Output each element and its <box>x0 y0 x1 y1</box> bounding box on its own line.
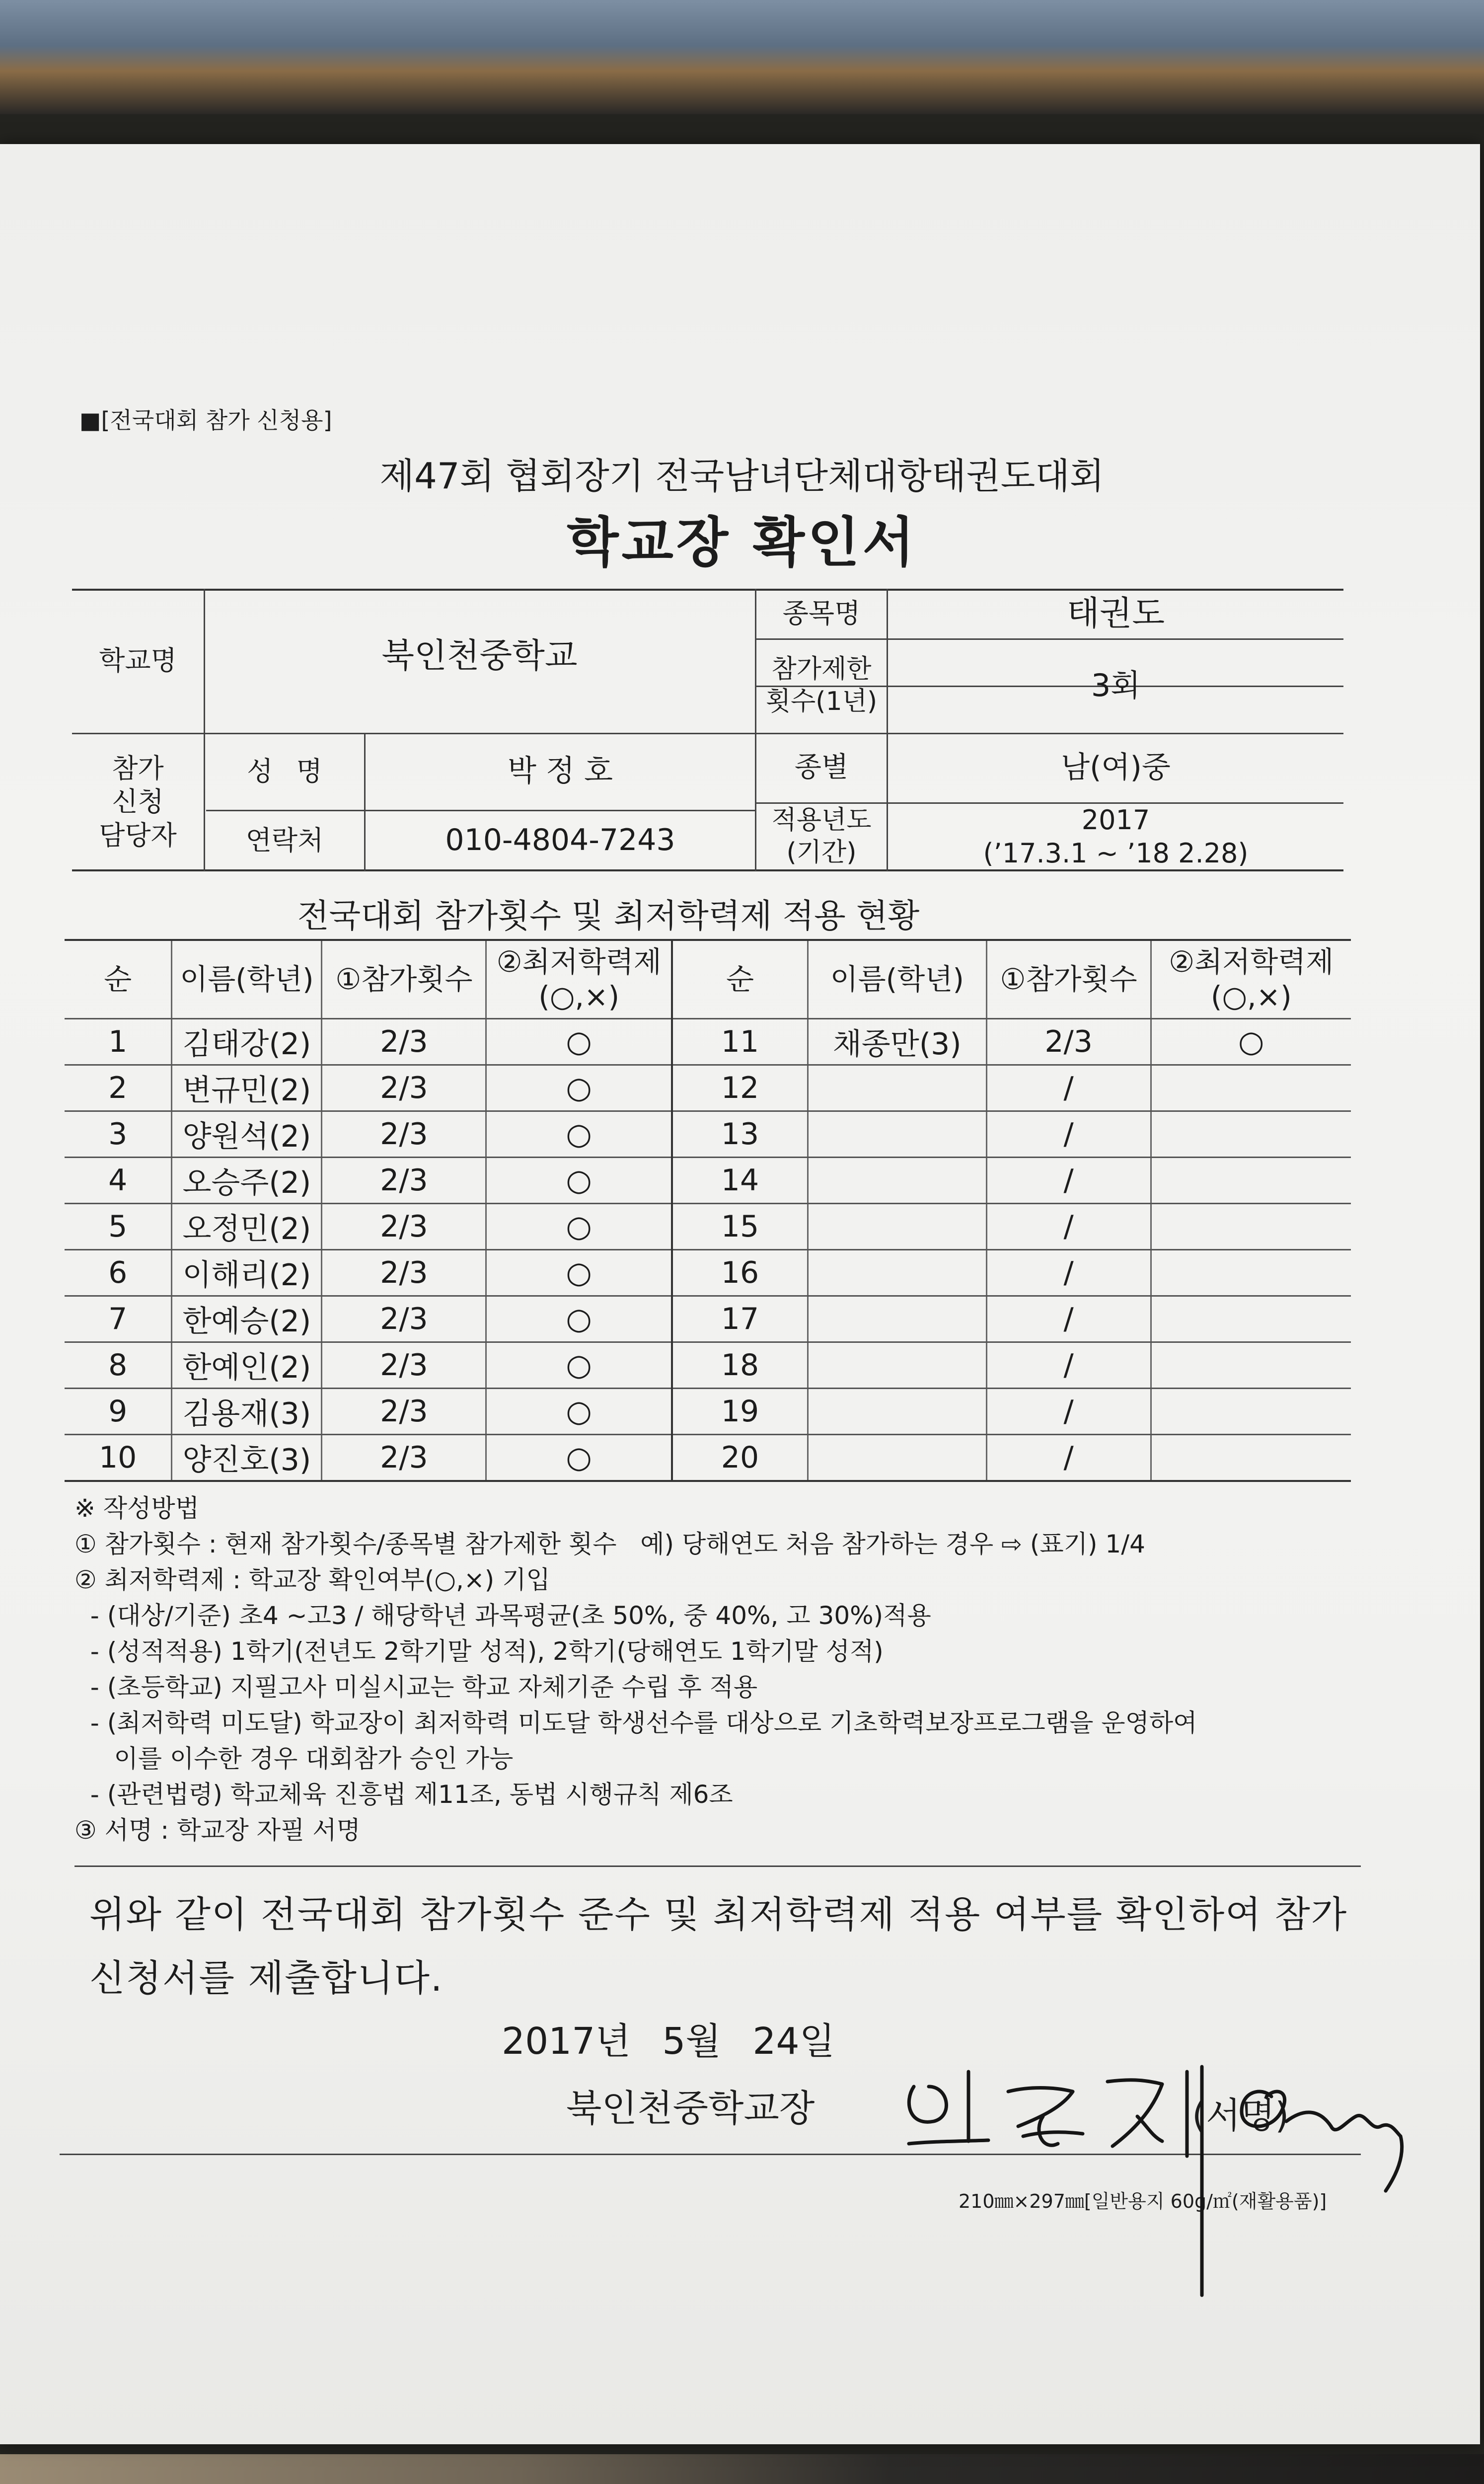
notes-divider <box>74 1865 1361 1867</box>
table-row <box>65 1435 1351 1481</box>
participation-status-table <box>65 939 1351 1482</box>
table-cell: 양원석(2) <box>172 1111 322 1158</box>
table-cell <box>808 1158 986 1204</box>
submission-date: 2017년 5월 24일 <box>502 2020 835 2063</box>
table-cell: 양진호(3) <box>172 1435 322 1481</box>
header-cell: ①참가횟수 <box>986 940 1151 1019</box>
table-cell: 2/3 <box>322 1435 486 1481</box>
note-line: ② 최저학력제 : 학교장 확인여부(○,×) 기입 <box>74 1565 550 1594</box>
table-cell: / <box>986 1111 1151 1158</box>
header-cell: 이름(학년) <box>808 940 986 1019</box>
table-cell <box>1151 1342 1351 1389</box>
year-cell <box>888 802 1343 871</box>
table-cell: 12 <box>672 1065 808 1111</box>
table-cell <box>808 1065 986 1111</box>
principal-title: 북인천중학교장 <box>566 2087 815 2130</box>
table-row <box>65 1065 1351 1111</box>
photo-background-bottom <box>0 2454 1484 2484</box>
contact-value: 010-4804-7243 <box>445 823 675 857</box>
table-cell: 2/3 <box>322 1342 486 1389</box>
table-cell: 2/3 <box>322 1204 486 1250</box>
table-cell: 2/3 <box>322 1019 486 1065</box>
note-line: - (최저학력 미도달) 학교장이 최저학력 미도달 학생선수를 대상으로 기초학력보장프로그램을 운영하여 <box>74 1708 1197 1737</box>
document-title: 학교장 확인서 <box>567 512 917 574</box>
table-row <box>65 1111 1351 1158</box>
handwritten-signature <box>894 2057 1415 2305</box>
declaration-text: 위와 같이 전국대회 참가횟수 준수 및 최저학력제 적용 여부를 확인하여 참가신청서를 제출합니다. <box>89 1893 1348 2000</box>
category-value: 남(여)중 <box>1061 750 1171 785</box>
table-cell: 2/3 <box>322 1296 486 1342</box>
table-cell: 2/3 <box>322 1389 486 1435</box>
table-row <box>65 1389 1351 1435</box>
table-cell: ○ <box>486 1158 672 1204</box>
table-cell: 이해리(2) <box>172 1250 322 1296</box>
header-cell: ②최저학력제 (○,×) <box>486 940 672 1019</box>
table-cell <box>1151 1435 1351 1481</box>
name-value: 박 정 호 <box>507 754 613 788</box>
table-cell: 7 <box>65 1296 172 1342</box>
table-cell: 8 <box>65 1342 172 1389</box>
event-value: 태권도 <box>1066 594 1165 633</box>
table-cell: 김태강(2) <box>172 1019 322 1065</box>
table-cell <box>1151 1296 1351 1342</box>
table-cell: ○ <box>486 1065 672 1111</box>
table-cell: 오정민(2) <box>172 1204 322 1250</box>
table-cell <box>1151 1204 1351 1250</box>
table-cell: ○ <box>1151 1019 1351 1065</box>
table-cell: / <box>986 1250 1151 1296</box>
table-cell: / <box>986 1389 1151 1435</box>
header-cell: 순 <box>672 940 808 1019</box>
year-period: (’17.3.1 ~ ’18 2.28) <box>983 838 1249 869</box>
note-line: - (성적적용) 1학기(전년도 2학기말 성적), 2학기(당해연도 1학기말 성적) <box>74 1637 884 1666</box>
table-cell: 한예승(2) <box>172 1296 322 1342</box>
table-cell: 18 <box>672 1342 808 1389</box>
note-line: 이를 이수한 경우 대회참가 승인 가능 <box>74 1744 514 1773</box>
table-cell: / <box>986 1204 1151 1250</box>
table-row <box>65 1342 1351 1389</box>
table-cell <box>808 1111 986 1158</box>
table-cell: / <box>986 1158 1151 1204</box>
table-cell: 17 <box>672 1296 808 1342</box>
table-cell: ○ <box>486 1342 672 1389</box>
category-label: 종별 <box>794 751 849 783</box>
limit-label: 참가제한 횟수(1년) <box>765 654 878 716</box>
table-cell <box>808 1296 986 1342</box>
table-row <box>65 1296 1351 1342</box>
table-cell <box>1151 1111 1351 1158</box>
note-line: - (대상/기준) 초4 ~고3 / 해당학년 과목평균(초 50%, 중 40%, 고 30%)적용 <box>74 1601 931 1630</box>
table-cell: / <box>986 1435 1151 1481</box>
table-cell: / <box>986 1296 1151 1342</box>
table-row <box>65 1158 1351 1204</box>
table-cell: 20 <box>672 1435 808 1481</box>
table-cell <box>808 1204 986 1250</box>
table-cell: 15 <box>672 1204 808 1250</box>
table-cell: 채종만(3) <box>808 1019 986 1065</box>
table-cell: ○ <box>486 1389 672 1435</box>
table-cell: 2/3 <box>322 1065 486 1111</box>
header-cell: ①참가횟수 <box>322 940 486 1019</box>
table-cell: 16 <box>672 1250 808 1296</box>
table-cell <box>808 1250 986 1296</box>
event-label: 종목명 <box>782 598 861 629</box>
applicant-label: 참가 신청 담당자 <box>99 752 177 851</box>
table-cell: 10 <box>65 1435 172 1481</box>
table-cell: 5 <box>65 1204 172 1250</box>
photo-background-top <box>0 0 1484 114</box>
paper-spec: 210㎜×297㎜[일반용지 60g/㎡(재활용품)] <box>959 2190 1327 2212</box>
table-cell: 11 <box>672 1019 808 1065</box>
table-cell <box>1151 1158 1351 1204</box>
table-cell <box>1151 1250 1351 1296</box>
table-cell: ○ <box>486 1435 672 1481</box>
school-info-table <box>72 589 1343 872</box>
note-line: - (초등학교) 지필고사 미실시교는 학교 자체기준 수립 후 적용 <box>74 1673 758 1702</box>
contact-label: 연락처 <box>245 824 324 856</box>
form-type-tag: ■[전국대회 참가 신청용] <box>79 407 332 434</box>
table-cell <box>808 1435 986 1481</box>
header-cell: 이름(학년) <box>172 940 322 1019</box>
table-cell: 4 <box>65 1158 172 1204</box>
table-cell: ○ <box>486 1111 672 1158</box>
table-cell: 1 <box>65 1019 172 1065</box>
table-cell: 19 <box>672 1389 808 1435</box>
table-cell: ○ <box>486 1250 672 1296</box>
table-cell: 2/3 <box>986 1019 1151 1065</box>
table-row <box>65 1204 1351 1250</box>
table-cell: 13 <box>672 1111 808 1158</box>
writing-instructions <box>74 1490 1366 1848</box>
note-line: ③ 서명 : 학교장 자필 서명 <box>74 1816 361 1845</box>
year-label: 적용년도 (기간) <box>771 805 872 867</box>
table-row <box>65 1250 1351 1296</box>
table-header-row <box>65 940 1351 1019</box>
table-cell <box>1151 1389 1351 1435</box>
table-cell: / <box>986 1342 1151 1389</box>
table-cell: 2/3 <box>322 1250 486 1296</box>
signature-label: (서명) <box>1192 2095 1289 2136</box>
table-cell: 3 <box>65 1111 172 1158</box>
header-cell: 순 <box>65 940 172 1019</box>
event-title: 제47회 협회장기 전국남녀단체대항태권도대회 <box>379 455 1105 497</box>
table-cell: / <box>986 1065 1151 1111</box>
note-line: ※ 작성방법 <box>74 1494 199 1523</box>
table-cell: 2/3 <box>322 1111 486 1158</box>
table-cell <box>1151 1065 1351 1111</box>
table-cell <box>808 1342 986 1389</box>
table-cell: 김용재(3) <box>172 1389 322 1435</box>
table-cell <box>808 1389 986 1435</box>
table-cell: 6 <box>65 1250 172 1296</box>
year-value: 2017 <box>1081 804 1150 836</box>
table-row <box>65 1019 1351 1065</box>
name-label: 성 명 <box>247 755 322 787</box>
table-cell: 14 <box>672 1158 808 1204</box>
school-label: 학교명 <box>99 645 177 677</box>
note-line: ① 참가횟수 : 현재 참가횟수/종목별 참가제한 횟수 예) 당해연도 처음 참가하는 경우 ⇨ (표기) 1/4 <box>74 1530 1145 1558</box>
table-cell: ○ <box>486 1019 672 1065</box>
school-value: 북인천중학교 <box>381 636 578 676</box>
note-line: - (관련법령) 학교체육 진흥법 제11조, 동법 시행규칙 제6조 <box>74 1780 733 1809</box>
table-cell: ○ <box>486 1296 672 1342</box>
table-cell: 2/3 <box>322 1158 486 1204</box>
status-heading: 전국대회 참가횟수 및 최저학력제 적용 현황 <box>297 897 920 935</box>
limit-value: 3회 <box>1091 667 1141 704</box>
table-cell: 9 <box>65 1389 172 1435</box>
table-cell: 2 <box>65 1065 172 1111</box>
header-cell: ②최저학력제 (○,×) <box>1151 940 1351 1019</box>
table-cell: 오승주(2) <box>172 1158 322 1204</box>
table-cell: 변규민(2) <box>172 1065 322 1111</box>
table-cell: 한예인(2) <box>172 1342 322 1389</box>
table-cell: ○ <box>486 1204 672 1250</box>
